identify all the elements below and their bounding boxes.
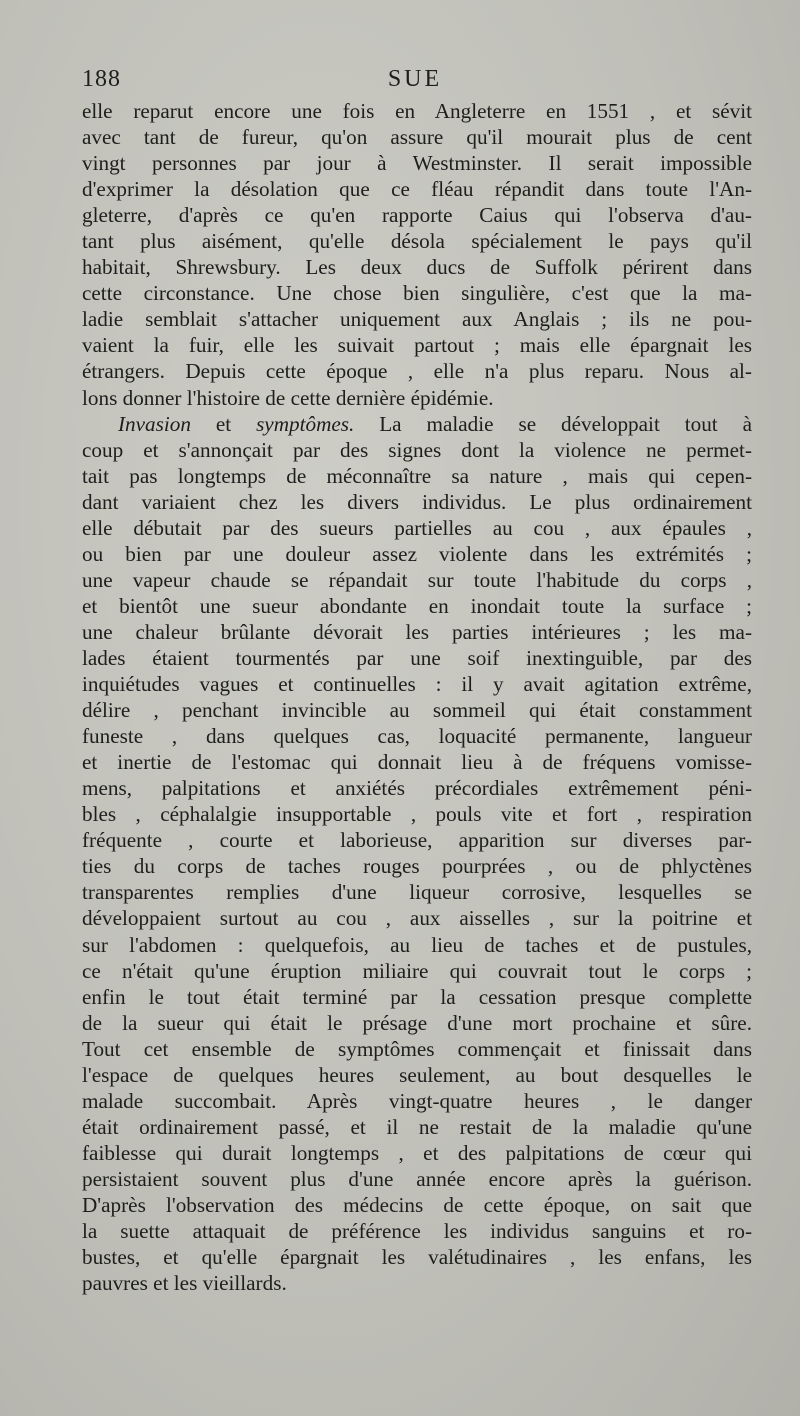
text-line: elle débutait par des sueurs partielles au cou , aux épaules , xyxy=(82,515,752,540)
text-line: de la sueur qui était le présage d'une mort prochaine et sûre. xyxy=(82,1010,752,1035)
text-line: lades étaient tourmentés par une soif inextinguible, par des xyxy=(82,645,752,670)
paragraph xyxy=(82,98,752,411)
text-line: une vapeur chaude se répandait sur toute l'habitude du corps , xyxy=(82,567,752,592)
text-line: habitait, Shrewsbury. Les deux ducs de Suffolk périrent dans xyxy=(82,255,752,280)
text-line: Tout cet ensemble de symptômes commençait et finissait dans xyxy=(82,1036,752,1061)
text-line: fréquente , courte et laborieuse, apparition sur diverses par- xyxy=(82,828,752,853)
section-heading: Invasion xyxy=(118,411,191,436)
text-line: d'exprimer la désolation que ce fléau répandit dans toute l'An- xyxy=(82,177,752,202)
text-line: vaient la fuir, elle les suivait partout ; mais elle épargnait les xyxy=(82,333,752,358)
text-line: pauvres et les vieillards. xyxy=(82,1271,287,1296)
text-line: avec tant de fureur, qu'on assure qu'il mourait plus de cent xyxy=(82,125,752,150)
text-line: tant plus aisément, qu'elle désola spécialement le pays qu'il xyxy=(82,229,752,254)
text-line: coup et s'annonçait par des signes dont la violence ne permet- xyxy=(82,437,752,462)
text-line: gleterre, d'après ce qu'en rapporte Caius qui l'observa d'au- xyxy=(82,203,752,228)
text-line: funeste , dans quelques cas, loquacité permanente, langueur xyxy=(82,724,752,749)
text-line: inquiétudes vagues et continuelles : il y avait agitation extrême, xyxy=(82,672,752,697)
text-line: développaient surtout au cou , aux aisselles , sur la poitrine et xyxy=(82,906,752,931)
text-line: enfin le tout était terminé par la cessation presque complette xyxy=(82,984,752,1009)
text-line: faiblesse qui durait longtemps , et des palpitations de cœur qui xyxy=(82,1140,752,1165)
text-line: la suette attaquait de préférence les individus sanguins et ro- xyxy=(82,1219,752,1244)
body-text xyxy=(82,98,752,1296)
text-line: D'après l'observation des médecins de cette époque, on sait que xyxy=(82,1192,752,1217)
text-line: malade succombait. Après vingt-quatre heures , le danger xyxy=(82,1088,752,1113)
text-line: mens, palpitations et anxiétés précordiales extrêmement péni- xyxy=(82,776,752,801)
heading-connector: et xyxy=(190,411,257,436)
text-line: ou bien par une douleur assez violente dans les extrémités ; xyxy=(82,541,752,566)
page-number: 188 xyxy=(82,66,121,92)
section-heading: symptômes. xyxy=(256,411,355,436)
text-line: bustes, et qu'elle épargnait les valétudinaires , les enfans, les xyxy=(82,1245,752,1270)
text-line: transparentes remplies d'une liqueur corrosive, lesquelles se xyxy=(82,880,752,905)
text-line: dant variaient chez les divers individus. Le plus ordinairement xyxy=(82,489,752,514)
text-line xyxy=(82,411,752,437)
page-header xyxy=(82,66,748,96)
text-line: lons donner l'histoire de cette dernière épidémie. xyxy=(82,385,494,410)
text-line: ladie semblait s'attacher uniquement aux Anglais ; ils ne pou- xyxy=(82,307,752,332)
running-head: SUE xyxy=(387,66,443,92)
text-line: était ordinairement passé, et il ne restait de la maladie qu'une xyxy=(82,1114,752,1139)
text-line: étrangers. Depuis cette époque , elle n'a plus reparu. Nous al- xyxy=(82,359,752,384)
first-line-text: La maladie se développait tout à xyxy=(354,411,752,436)
text-line: l'espace de quelques heures seulement, au bout desquelles le xyxy=(82,1062,752,1087)
text-line: une chaleur brûlante dévorait les parties intérieures ; les ma- xyxy=(82,619,752,644)
paragraph xyxy=(82,411,752,1297)
text-line: sur l'abdomen : quelquefois, au lieu de taches et de pustules, xyxy=(82,932,752,957)
text-line: elle reparut encore une fois en Angleterre en 1551 , et sévit xyxy=(82,99,752,123)
text-line: et inertie de l'estomac qui donnait lieu à de fréquens vomisse- xyxy=(82,750,752,775)
text-line: délire , penchant invincible au sommeil qui était constamment xyxy=(82,698,752,723)
text-line: ties du corps de taches rouges pourprées , ou de phlyctènes xyxy=(82,854,752,879)
text-line: persistaient souvent plus d'une année encore après la guérison. xyxy=(82,1166,752,1191)
text-line: ce n'était qu'une éruption miliaire qui couvrait tout le corps ; xyxy=(82,958,752,983)
text-line: bles , céphalalgie insupportable , pouls vite et fort , respiration xyxy=(82,802,752,827)
text-line: et bientôt une sueur abondante en inondait toute la surface ; xyxy=(82,593,752,618)
text-line: cette circonstance. Une chose bien singulière, c'est que la ma- xyxy=(82,281,752,306)
text-line: tait pas longtemps de méconnaître sa nature , mais qui cepen- xyxy=(82,463,752,488)
text-line: vingt personnes par jour à Westminster. Il serait impossible xyxy=(82,151,752,176)
